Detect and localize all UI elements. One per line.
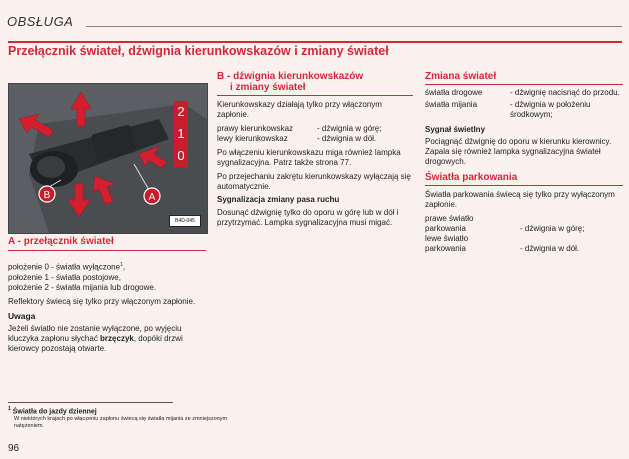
- warning-text: Jeżeli światło nie zostanie wyłączone, po wyjęciu kluczyka zapłonu słychać brzęczyk, dopóki drzwi kierowcy pozostają otwarte.: [8, 323, 183, 353]
- lane-change-text: Dosunąć dźwignię tylko do oporu w górę lub w dół i przytrzymać. Lampka sygnalizacyjna musi migać.: [217, 208, 399, 227]
- position-0-label: 0: [177, 148, 185, 163]
- parking-intro: Światła parkowania świecą się tylko przy wyłączonym zapłonie.: [425, 190, 615, 209]
- position-2-line: położenie 2 - światła mijania lub drogowe.: [8, 282, 157, 292]
- callout-a-label: A: [148, 192, 156, 203]
- left-indicator-row: lewy kierunkowskaz - dźwignia w dół.: [217, 134, 377, 143]
- footnote-text: W niektórych krajach po włączeniu zapłonu świecą się światła mijania ze zmniejszonym natężeniem.: [14, 416, 228, 429]
- figure-code: B4D-045: [169, 215, 201, 227]
- right-parking-row: parkowania - dźwignia w górę;: [425, 224, 585, 233]
- lane-change-heading: Sygnalizacja zmiany pasa ruchu: [217, 195, 340, 204]
- figure-illustration: [9, 84, 207, 233]
- beam-change-heading: Zmiana świateł: [425, 71, 623, 85]
- left-parking-label: lewe światło: [425, 234, 469, 243]
- switch-heading: A - przełącznik świateł: [8, 236, 206, 251]
- flash-heading: Sygnał świetlny: [425, 125, 486, 134]
- footnote-title: $^1$ Światła do jazdy dziennej: [8, 406, 97, 416]
- footnote-ref: 1: [120, 262, 123, 268]
- title-divider: [8, 41, 622, 43]
- right-parking-label: prawe światło: [425, 214, 474, 223]
- left-parking-row: parkowania - dźwignia w dół.: [425, 244, 580, 253]
- section-title: OBSŁUGA: [7, 14, 74, 29]
- warning-title: Uwaga: [8, 310, 36, 321]
- position-2-label: 2: [177, 104, 185, 119]
- flash-text: Pociągnąć dźwignię do oporu w kierunku kierownicy. Zapala się również lampka sygnalizacyjna świateł drogowych.: [425, 137, 612, 166]
- column-a: [8, 236, 206, 354]
- light-switch-figure: [8, 83, 208, 234]
- position-1-label: 1: [177, 126, 185, 141]
- lever-heading: B - dźwignia kierunkowskazów: [217, 71, 364, 82]
- headlight-note: Reflektory świecą się tylko przy włączonym zapłonie.: [8, 296, 196, 306]
- position-1-line: położenie 1 - światła postojowe,: [8, 272, 121, 282]
- page-title: Przełącznik świateł, dźwignia kierunkowskazów i zmiany świateł: [8, 44, 389, 58]
- column-b: [217, 71, 413, 228]
- column-c: [425, 71, 623, 254]
- high-beam-row: światła drogowe - dźwignię nacisnąć do przodu.: [425, 88, 620, 97]
- indicator-intro: Kierunkowskazy działają tylko przy włączonym zapłonie.: [217, 100, 382, 119]
- page-number: 96: [8, 443, 20, 454]
- position-0-line: położenie 0 - światła wyłączone$^1$,: [8, 262, 126, 272]
- right-indicator-row: prawy kierunkowskaz - dźwignia w górę;: [217, 124, 382, 133]
- low-beam-row: światła mijania - dźwignia w położeniu środkowym;: [425, 100, 591, 119]
- callout-b-label: B: [43, 190, 51, 201]
- lever-heading-2: i zmiany świateł: [217, 82, 413, 96]
- auto-off-text: Po przejechaniu zakrętu kierunkowskazy wyłączają się automatycznie.: [217, 172, 411, 191]
- indicator-lamp-text: Po włączeniu kierunkowskazu miga również lampka sygnalizacyjna. Patrz także strona 77.: [217, 148, 401, 167]
- parking-heading: Światła parkowania: [425, 172, 623, 186]
- section-divider: [86, 26, 622, 27]
- footnote-divider: [8, 402, 173, 403]
